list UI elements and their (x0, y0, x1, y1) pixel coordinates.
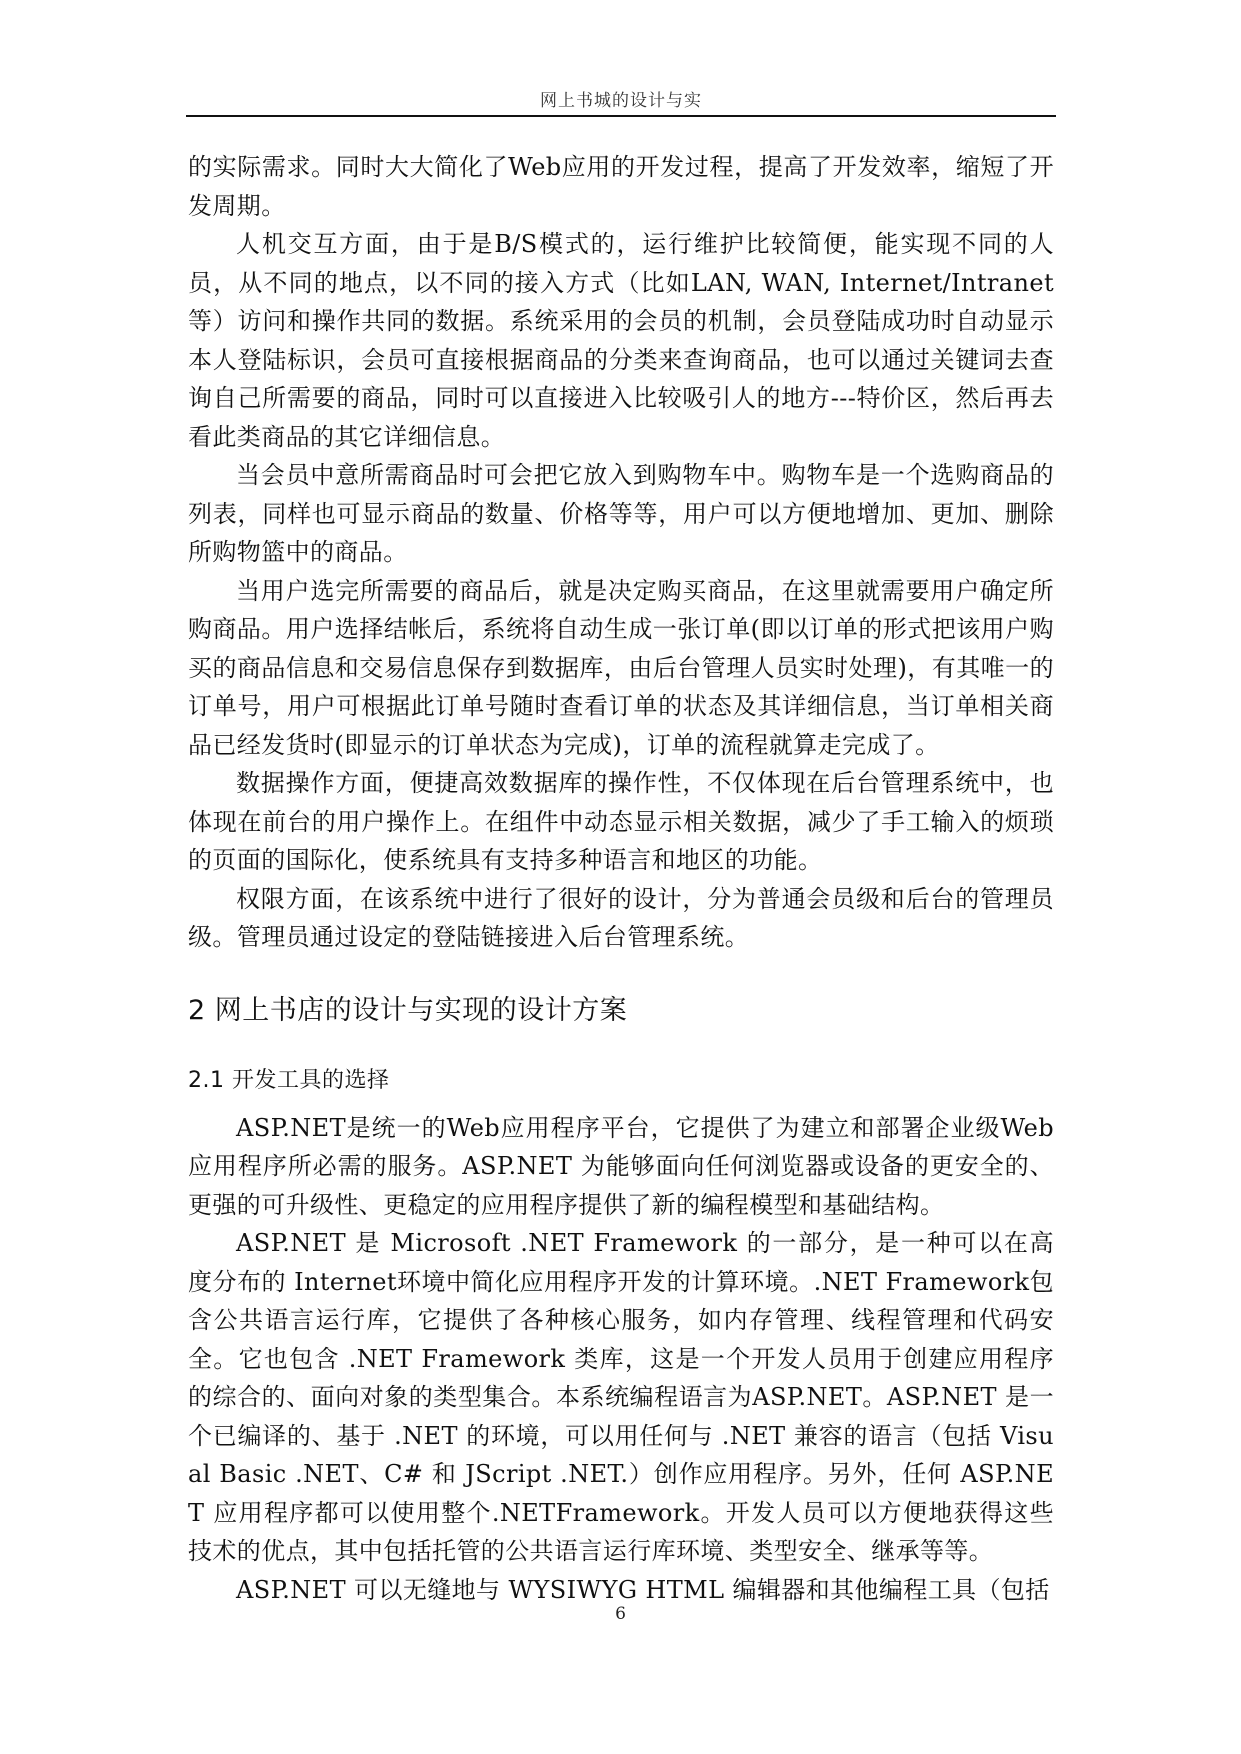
subsection-heading: 2.1 开发工具的选择 (188, 1067, 390, 1093)
paragraph-data-operation: 数据操作方面，便捷高效数据库的操作性，不仅体现在后台管理系统中，也体现在前台的用户操作上。在组件中动态显示相关数据，减少了手工输入的烦琐的页面的国际化，使系统具有支持多种语言和地区的功能。 (188, 769, 1054, 874)
page-body (188, 148, 1054, 1609)
paragraph-permissions: 权限方面，在该系统中进行了很好的设计，分为普通会员级和后台的管理员级。管理员通过设定的登陆链接进入后台管理系统。 (188, 884, 1054, 951)
paragraph-order-checkout: 当用户选完所需要的商品后，就是决定购买商品，在这里就需要用户确定所购商品。用户选择结帐后，系统将自动生成一张订单(即以订单的形式把该用户购买的商品信息和交易信息保存到数据库，由后台管理人员实时处理)，有其唯一的订单号，用户可根据此订单号随时查看订单的状态及其详细信息，当订单相关商品已经发货时(即显示的订单状态为完成)，订单的流程就算走完成了。 (188, 576, 1054, 759)
paragraph-aspnet-editors: ASP.NET 可以无缝地与 WYSIWYG HTML 编辑器和其他编程工具（包括 (236, 1575, 1050, 1604)
paragraph-continuation: 的实际需求。同时大大简化了Web应用的开发过程，提高了开发效率，缩短了开发周期。 (188, 153, 1054, 220)
header-rule (186, 115, 1056, 117)
page-number: 6 (615, 1604, 626, 1624)
paragraph-shopping-cart: 当会员中意所需商品时可会把它放入到购物车中。购物车是一个选购商品的列表，同样也可显示商品的数量、价格等等，用户可以方便地增加、更加、删除所购物篮中的商品。 (188, 461, 1054, 566)
paragraph-human-computer-interaction: 人机交互方面，由于是B/S模式的，运行维护比较简便，能实现不同的人员，从不同的地点，以不同的接入方式（比如LAN, WAN, Internet/Intranet等）访问和操作共同的数据。系统采用的会员的机制，会员登陆成功时自动显示本人登陆标识，会员可直接根据商品的分类来查询商品，也可以通过关键词去查询自己所需要的商品，同时可以直接进入比较吸引人的地方---特价区，然后再去看此类商品的其它详细信息。 (188, 230, 1054, 451)
running-header: 网上书城的设计与实 (540, 91, 702, 111)
paragraph-aspnet-framework: ASP.NET 是 Microsoft .NET Framework 的一部分，是一种可以在高度分布的 Internet环境中简化应用程序开发的计算环境。.NET Framework包含公共语言运行库，它提供了各种核心服务，如内存管理、线程管理和代码安全。它也包含 .NET Framework 类库，这是一个开发人员用于创建应用程序的综合的、面向对象的类型集合。本系统编程语言为ASP.NET。ASP.NET 是一个已编译的、基于 .NET 的环境，可以用任何与 .NET 兼容的语言（包括 Visual Basic .NET、C# 和 JScript .NET.）创作应用程序。另外，任何 ASP.NET 应用程序都可以使用整个.NETFramework。开发人员可以方便地获得这些技术的优点，其中包括托管的公共语言运行库环境、类型安全、继承等等。 (188, 1229, 1054, 1565)
section-heading: 2 网上书店的设计与实现的设计方案 (188, 994, 628, 1026)
paragraph-aspnet-platform: ASP.NET是统一的Web应用程序平台，它提供了为建立和部署企业级Web应用程序所必需的服务。ASP.NET 为能够面向任何浏览器或设备的更安全的、更强的可升级性、更稳定的应用程序提供了新的编程模型和基础结构。 (188, 1113, 1054, 1219)
